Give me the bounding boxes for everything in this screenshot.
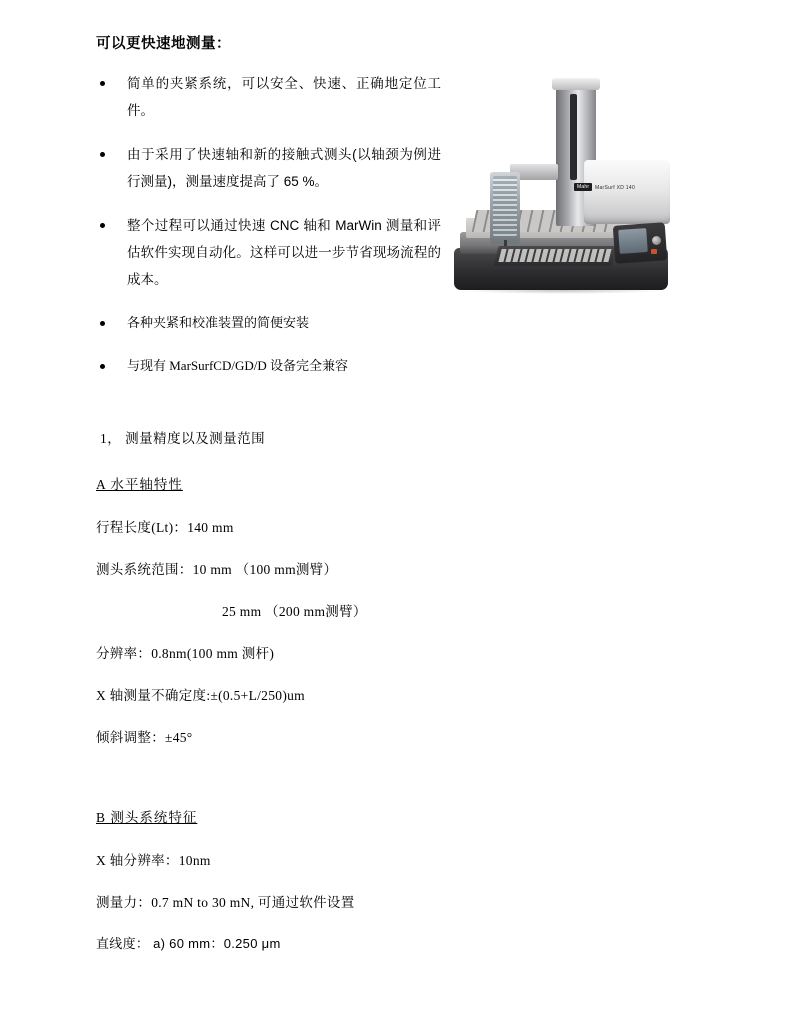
list-item-label: 由于采用了快速轴和新的接触式测头(以轴颈为例进行测量)，测量速度提高了 65 %。 — [127, 147, 441, 190]
bullet-dot-icon — [100, 321, 105, 326]
spec-line-x-uncertainty: X 轴测量不确定度:±(0.5+L/250)um — [96, 688, 305, 704]
section-title-measurement-accuracy: 1， 测量精度以及测量范围 — [100, 431, 266, 447]
machine-column-slot — [570, 94, 577, 180]
machine-drive-unit — [584, 160, 670, 224]
bullet-dot-icon — [100, 223, 105, 228]
subsection-title-probe-system: B 测头系统特征 — [96, 810, 198, 826]
machine-column-cap — [552, 78, 600, 90]
brand-badge: Mahr — [574, 183, 592, 191]
subsection-title-horizontal-axis: A 水平轴特性 — [96, 477, 183, 493]
spec-line-probe-range: 测头系统范围：10 mm （100 mm测臂） — [96, 562, 338, 578]
list-item — [96, 310, 441, 336]
control-panel-button — [651, 249, 657, 254]
list-item-label: 与现有 MarSurfCD/GD/D 设备完全兼容 — [127, 358, 348, 374]
list-item-label: 简单的夹紧系统，可以安全、快速、正确地定位工件。 — [127, 76, 441, 119]
list-item — [96, 141, 441, 195]
spec-line-tilt-adjust: 倾斜调整：±45° — [96, 730, 193, 746]
list-item — [96, 353, 441, 379]
page-title: 可以更快速地测量： — [96, 36, 231, 52]
bullet-dot-icon — [100, 81, 105, 86]
list-item-label: 整个过程可以通过快速 CNC 轴和 MarWin 测量和评估软件实现自动化。这样可以进一步节省现场流程的成本。 — [127, 218, 441, 288]
probe-window — [493, 176, 517, 236]
control-panel-knob — [652, 236, 661, 245]
bullet-dot-icon — [100, 152, 105, 157]
spec-line-straightness: 直线度： a) 60 mm：0.250 μm — [96, 936, 281, 952]
list-item — [96, 70, 441, 124]
spec-line-x-resolution: X 轴分辨率：10nm — [96, 853, 211, 869]
bullet-dot-icon — [100, 364, 105, 369]
machine-keyboard-keys — [498, 249, 611, 262]
list-item-label: 各种夹紧和校准装置的简便安装 — [127, 315, 310, 331]
marsurf-measuring-machine-photo — [452, 64, 670, 294]
feature-bullet-list — [96, 70, 441, 379]
model-label: MarSurf XD 140 — [595, 185, 636, 191]
control-panel-screen — [618, 228, 648, 254]
spec-line-travel-length: 行程长度(Lt)：140 mm — [96, 520, 234, 536]
spec-line-probe-range-alt: 25 mm （200 mm测臂） — [222, 604, 367, 620]
list-item — [96, 212, 441, 293]
section-spacer — [96, 746, 730, 780]
spec-line-resolution: 分辨率：0.8nm(100 mm 测杆) — [96, 646, 275, 662]
spec-line-measuring-force: 测量力：0.7 mN to 30 mN, 可通过软件设置 — [96, 895, 355, 911]
